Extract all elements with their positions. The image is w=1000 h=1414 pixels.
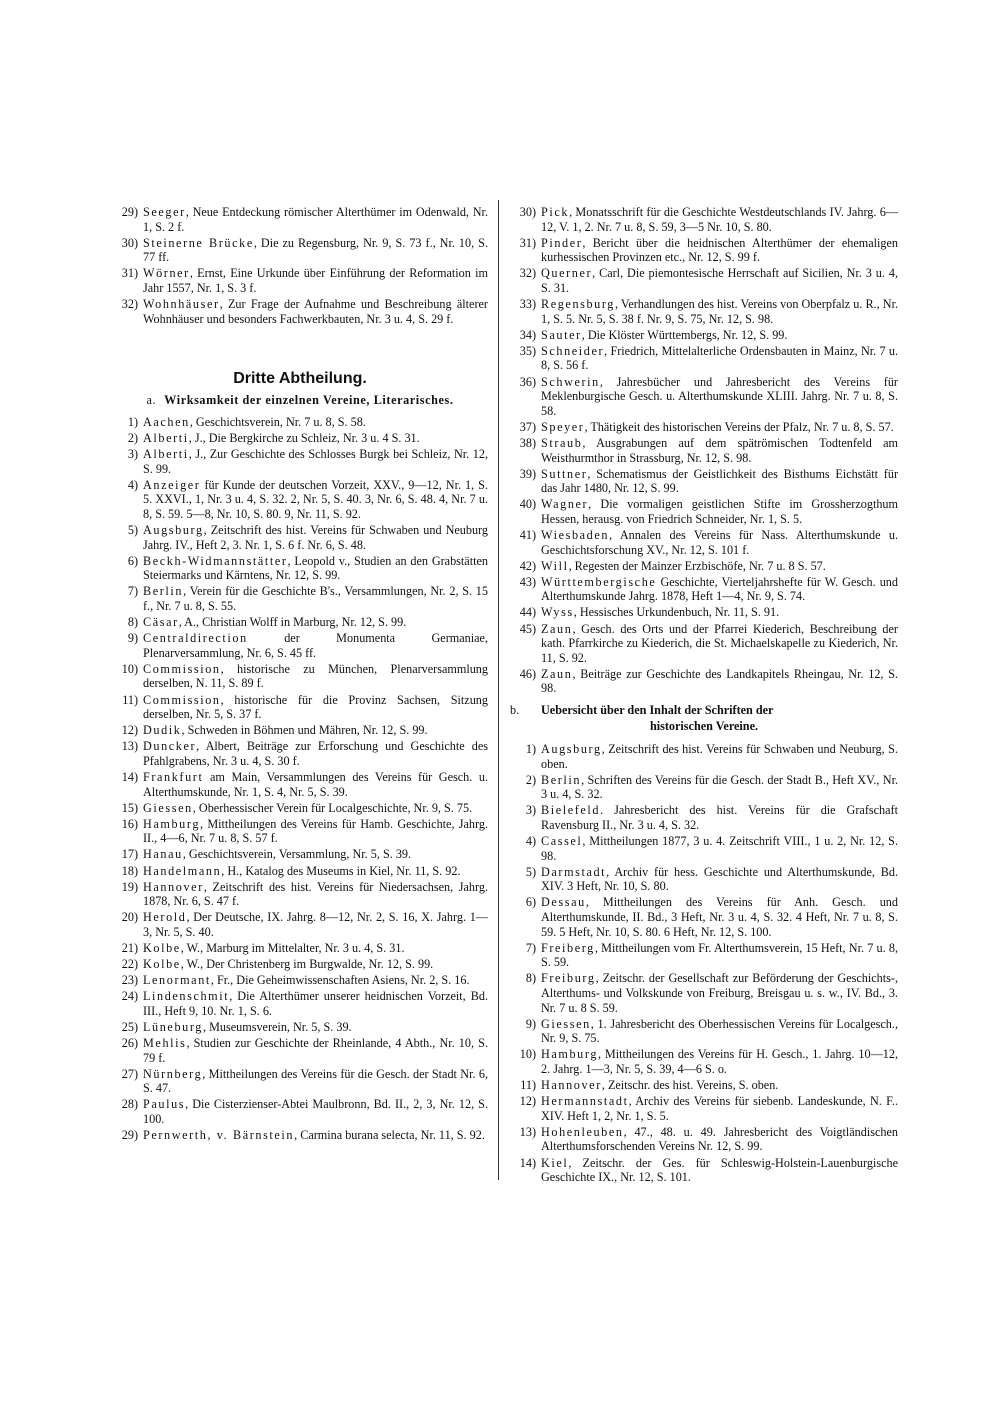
bibliography-entry [112, 1036, 488, 1065]
entry-text: , Geschichtsverein, Nr. 7 u. 8, S. 58. [189, 414, 366, 429]
bibliography-entry [510, 667, 898, 696]
bibliography-entry [510, 575, 898, 604]
section-b-title [510, 702, 898, 734]
entry-number: 12) [519, 1094, 536, 1109]
entry-text: , Zeitschrift des hist. Vereins für Niedersachsen, Jahrg. 1878, Nr. 6, S. 47 f. [143, 879, 488, 909]
entry-text: , Zeitschr. der Ges. für Schleswig-Holstein-Lauenburgische Geschichte IX., Nr. 12, S. 101. [541, 1155, 898, 1185]
right-entries-a [510, 205, 898, 696]
bibliography-entry [510, 605, 898, 620]
entry-text: , Schematismus der Geistlichkeit des Bisthums Eichstätt für das Jahr 1480, Nr. 12, S. 99. [541, 466, 898, 496]
entry-number: 31) [121, 266, 138, 281]
entry-number: 9) [525, 1016, 536, 1031]
entry-name: Wohnhäuser [143, 297, 220, 312]
entry-number: 1) [525, 742, 536, 756]
bibliography-entry [112, 957, 488, 972]
entry-number: 15) [121, 800, 138, 815]
bibliography-entry [112, 801, 488, 816]
entry-number: 7) [525, 940, 536, 955]
entry-number: 11) [520, 1078, 536, 1093]
bibliography-entry [510, 467, 898, 496]
section-a-letter: a. [146, 392, 157, 407]
entry-name: Berlin [541, 772, 582, 787]
entry-name: Cäsar [143, 615, 179, 630]
section-b-letter: b. [510, 703, 520, 717]
entry-name: Wörner [143, 266, 190, 281]
entry-text: . Jahresbericht des hist. Vereins für die Grafschaft Ravensburg II., Nr. 3 u. 4, S. 32. [541, 803, 898, 832]
section-a-text: Wirksamkeit der einzelnen Vereine, Literarisches. [164, 392, 454, 407]
entry-name: Anzeiger [143, 477, 201, 492]
entry-name: Duncker [143, 739, 197, 754]
bibliography-entry [112, 447, 488, 476]
bibliography-entry [112, 693, 488, 722]
entry-number: 29) [121, 205, 138, 219]
entry-name: Hanau [143, 847, 183, 862]
entry-name: Centraldirection [143, 631, 248, 646]
entry-number: 30) [519, 205, 536, 219]
entry-text: , Bericht über die heidnischen Alterthümer der ehemaligen kurhessischen Provinzen etc., Nr. 12, S. 99 f. [541, 235, 898, 265]
entry-name: Lüneburg [143, 1020, 203, 1034]
bibliography-entry [112, 817, 488, 846]
bibliography-entry [112, 910, 488, 939]
bibliography-entry [510, 1156, 898, 1185]
entry-text: , Zur Frage der Aufnahme und Beschreibung älterer Wohnhäuser und besonders Fachwerkbauten, Nr. 3 u. 4, S. 29 f. [143, 297, 488, 326]
bibliography-entry [112, 297, 488, 326]
entry-number: 14) [519, 1155, 536, 1170]
entry-name: Wagner [541, 497, 589, 512]
entry-name: Speyer [541, 419, 585, 434]
entry-name: Augsburg [541, 742, 602, 756]
bibliography-entry [510, 205, 898, 234]
entry-number: 37) [519, 419, 536, 434]
entry-name: Dudik [143, 723, 182, 738]
entry-number: 35) [519, 343, 536, 358]
entry-name: Lenormant [143, 973, 211, 988]
entry-name: Schwerin [541, 374, 600, 389]
bibliography-entry [510, 266, 898, 295]
entry-name: Commission [143, 692, 221, 707]
entry-number: 42) [519, 558, 536, 573]
entry-number: 4) [525, 834, 536, 849]
entry-text: , Zeitschr. des hist. Vereins, S. oben. [601, 1078, 779, 1093]
entry-name: Bielefeld [541, 803, 601, 818]
entry-number: 13) [519, 1124, 536, 1139]
entry-number: 29) [121, 1128, 138, 1143]
entry-name: Kolbe [143, 957, 181, 972]
left-top-entries [112, 205, 488, 326]
bibliography-entry [112, 723, 488, 738]
entry-number: 36) [519, 374, 536, 389]
entry-name: Pinder [541, 235, 583, 250]
entry-name: Alberti [143, 447, 189, 462]
entry-text: , Die vormaligen geistlichen Stifte im Grossherzogthum Hessen, herausg. von Friedrich Schneider, Nr. 1, S. 5. [541, 497, 898, 526]
bibliography-entry [510, 375, 898, 419]
entry-name: Hannover [541, 1078, 602, 1093]
entry-name: Lindenschmit [143, 989, 230, 1004]
entry-number: 38) [519, 435, 536, 450]
section-b-title-line2: historischen Vereine. [649, 719, 759, 733]
entry-text: , Mittheilungen des Vereins für H. Gesch., 1. Jahrg. 10—12, 2. Jahrg. 1—3, Nr. 5, S. 39, 4—6 S. o. [541, 1047, 898, 1076]
bibliography-entry [112, 1020, 488, 1035]
right-column [510, 205, 898, 1186]
entry-name: Mehlis [143, 1036, 187, 1051]
bibliography-entry [112, 880, 488, 909]
bibliography-entry [112, 973, 488, 988]
entry-number: 8) [525, 971, 536, 986]
column-divider [498, 200, 499, 1180]
entry-number: 23) [121, 973, 138, 988]
entry-text: , Jahresbücher und Jahresbericht des Vereins für Meklenburgische Gesch. u. Alterthumskunde XLIII. Jahrg. Nr. 7 u. 8, S. 58. [541, 374, 898, 418]
entry-name: Commission [143, 661, 221, 676]
entry-number: 3) [525, 803, 536, 818]
entry-number: 30) [121, 235, 138, 250]
entry-text: , Zeitschrift des hist. Vereins für Schwaben und Neuburg, S. oben. [541, 742, 898, 771]
bibliography-entry [112, 864, 488, 879]
entry-number: 32) [121, 297, 138, 312]
entry-text: , Ernst, Eine Urkunde über Einführung der Reformation im Jahr 1557, Nr. 1, S. 3 f. [143, 266, 488, 295]
entry-name: Straub [541, 435, 583, 450]
section-a-title [112, 393, 488, 408]
bibliography-entry [510, 436, 898, 465]
entry-text: , Oberhessischer Verein für Localgeschichte, Nr. 9, S. 75. [192, 800, 473, 815]
entry-number: 5) [127, 523, 138, 537]
entry-number: 7) [127, 584, 138, 599]
entry-text: , Museumsverein, Nr. 5, S. 39. [202, 1020, 352, 1034]
bibliography-entry [112, 941, 488, 956]
entry-name: Beckh-Widmannstätter [143, 553, 288, 568]
entry-name: Seeger [143, 205, 186, 219]
bibliography-entry [510, 420, 898, 435]
entry-text: der Monumenta Germaniae, Plenarversammlung, Nr. 6, S. 45 ff. [143, 631, 488, 660]
entry-name: Pernwerth, v. Bärnstein [143, 1128, 295, 1143]
entry-name: Zaun [541, 666, 573, 681]
entry-name: Freiberg [541, 940, 595, 955]
entry-text: , W., Marburg im Mittelalter, Nr. 3 u. 4, S. 31. [180, 941, 405, 956]
entry-text: , Mittheilungen des Vereins für die Gesch. der Stadt Nr. 6, S. 47. [143, 1066, 488, 1096]
entry-number: 18) [121, 863, 138, 878]
entry-number: 14) [121, 770, 138, 784]
entry-name: Hannover [143, 879, 204, 894]
bibliography-entry [112, 847, 488, 862]
entry-name: Kiel [541, 1155, 569, 1170]
entry-text: , Neue Entdeckung römischer Alterthümer im Odenwald, Nr. 1, S. 2 f. [143, 205, 488, 234]
entry-text: , Mittheilungen des Vereins für Anh. Gesch. und Alterthumskunde, II. Bd., 3 Heft, Nr. 3 u. 4, S. 32. 4 Heft, Nr. 7 u. 8, S. 59. 5 Heft, Nr. 10, S. 80. 6 Heft, Nr. 12, S. 100. [541, 895, 898, 939]
bibliography-entry [112, 523, 488, 552]
bibliography-entry [510, 622, 898, 666]
bibliography-entry [510, 1047, 898, 1076]
entry-name: Alberti [143, 430, 189, 445]
bibliography-entry [510, 1125, 898, 1154]
entry-number: 26) [121, 1036, 138, 1051]
bibliography-entry [112, 989, 488, 1018]
entry-text: Geschichte, Vierteljahrshefte für W. Gesch. und Alterthumskunde Jahrg. 1878, Heft 1—4, Nr. 9, S. 74. [541, 574, 898, 604]
entry-number: 46) [519, 666, 536, 681]
entry-text: , Thätigkeit des historischen Vereins der Pfalz, Nr. 7 u. 8, S. 57. [584, 419, 894, 434]
bibliography-entry [510, 497, 898, 526]
bibliography-entry [510, 834, 898, 863]
entry-text: , Die zu Regensburg, Nr. 9, S. 73 f., Nr. 10, S. 77 ff. [143, 235, 488, 265]
entry-name: Schneider [541, 343, 605, 358]
entry-number: 24) [121, 989, 138, 1004]
entry-text: , Beiträge zur Geschichte des Landkapitels Rheingau, Nr. 12, S. 98. [541, 666, 898, 696]
section-heading: Dritte Abtheilung. [233, 370, 367, 388]
entry-text: , Hessisches Urkundenbuch, Nr. 11, S. 91. [573, 605, 780, 620]
bibliography-entry [112, 739, 488, 768]
bibliography-entry [112, 631, 488, 660]
entry-text: , Carl, Die piemontesische Herrschaft auf Sicilien, Nr. 3 u. 4, S. 31. [541, 266, 898, 295]
bibliography-entry [510, 773, 898, 802]
entry-text: , H., Katalog des Museums in Kiel, Nr. 11, S. 92. [221, 863, 461, 878]
entry-text: , Verein für die Geschichte B's., Versammlungen, Nr. 2, S. 15 f., Nr. 7 u. 8, S. 55. [143, 584, 488, 613]
entry-text: , Der Deutsche, IX. Jahrg. 8—12, Nr. 2, S. 16, X. Jahrg. 1—3, Nr. 5, S. 40. [143, 910, 488, 939]
entry-number: 8) [127, 615, 138, 630]
bibliography-entry [112, 266, 488, 295]
entry-name: Suttner [541, 466, 588, 481]
entry-number: 2) [127, 430, 138, 445]
entry-name: Berlin [143, 584, 184, 599]
entry-text: am Main, Versammlungen des Vereins für Gesch. u. Alterthumskunde, Nr. 1, S. 4, Nr. 5, S. 39. [143, 770, 488, 799]
entry-name: Giessen [143, 800, 193, 815]
bibliography-entry [510, 297, 898, 326]
bibliography-entry [112, 770, 488, 799]
left-entries-a [112, 415, 488, 1143]
entry-number: 34) [519, 327, 536, 342]
entry-name: Hermannstadt [541, 1094, 629, 1109]
entry-name: Herold [143, 910, 187, 925]
entry-number: 33) [519, 297, 536, 312]
bibliography-entry [112, 415, 488, 430]
entry-number: 5) [525, 864, 536, 879]
entry-name: Hamburg [541, 1047, 599, 1062]
entry-name: Wiesbaden [541, 527, 610, 542]
entry-text: , Ausgrabungen auf dem spätrömischen Todtenfeld am Weisthurmthor in Strassburg, Nr. 12, S. 98. [541, 435, 898, 465]
entry-name: Württembergische [541, 574, 657, 589]
entry-text: , Gesch. des Orts und der Pfarrei Kiederich, Beschreibung der kath. Pfarrkirche zu Kiederich, die St. Michaelskapelle zu Kiederich, Nr. 11, S. 92. [541, 621, 898, 665]
entry-text: , Mittheilungen 1877, 3 u. 4. Zeitschrift VIII., 1 u. 2, Nr. 12, S. 98. [541, 834, 898, 863]
left-column [112, 205, 488, 1144]
bibliography-entry [112, 554, 488, 583]
entry-text: , Zeitschrift des hist. Vereins für Schwaben und Neuburg Jahrg. IV., Heft 2, 3. Nr. 1, S. 6 f. Nr. 6, S. 48. [143, 523, 488, 552]
entry-name: Hohenleuben [541, 1124, 624, 1139]
entry-text: , Archiv des Vereins für siebenb. Landeskunde, N. F.. XIV. Heft 1, 2, Nr. 1, S. 5. [541, 1094, 898, 1123]
entry-name: Regensburg [541, 297, 615, 312]
entry-text: , A., Christian Wolff in Marburg, Nr. 12, S. 99. [178, 615, 407, 630]
entry-text: , Mittheilungen vom Fr. Alterthumsverein, 15 Heft, Nr. 7 u. 8, S. 59. [541, 940, 898, 970]
entry-number: 19) [121, 879, 138, 894]
bibliography-entry [510, 895, 898, 939]
entry-text: , historische für die Provinz Sachsen, Sitzung derselben, Nr. 5, S. 37 f. [143, 692, 488, 722]
entry-number: 11) [122, 692, 138, 707]
bibliography-entry [510, 1017, 898, 1046]
entry-number: 6) [525, 895, 536, 910]
entry-number: 10) [519, 1047, 536, 1062]
entry-number: 17) [121, 847, 138, 862]
entry-text: , Fr., Die Geheimwissenschaften Asiens, Nr. 2, S. 16. [210, 973, 470, 988]
entry-text: , Annalen des Vereins für Nass. Alterthumskunde u. Geschichtsforschung XV., Nr. 12, S. 101 f. [541, 527, 898, 557]
entry-text: , 1. Jahresbericht des Oberhessischen Vereins für Localgesch., Nr. 9, S. 75. [541, 1016, 898, 1046]
entry-name: Wyss [541, 605, 574, 620]
bibliography-entry [112, 584, 488, 613]
entry-number: 44) [519, 605, 536, 620]
bibliography-entry [510, 941, 898, 970]
entry-number: 21) [121, 941, 138, 956]
entry-number: 10) [121, 661, 138, 676]
bibliography-entry [112, 1067, 488, 1096]
bibliography-entry [510, 865, 898, 894]
entry-text: , J., Zur Geschichte des Schlosses Burgk bei Schleiz, Nr. 12, S. 99. [143, 447, 488, 476]
bibliography-entry [510, 1078, 898, 1093]
entry-name: Giessen [541, 1016, 591, 1031]
entry-text: , Die Cisterzienser-Abtei Maulbronn, Bd. II., 2, 3, Nr. 12, S. 100. [143, 1097, 488, 1127]
entry-number: 25) [121, 1020, 138, 1034]
entry-text: , Regesten der Mainzer Erzbischöfe, Nr. 7 u. 8 S. 57. [568, 558, 826, 573]
entry-number: 43) [519, 574, 536, 589]
entry-number: 22) [121, 957, 138, 972]
entry-text: , Archiv für hess. Geschichte und Alterthumskunde, Bd. XIV. 3 Heft, Nr. 10, S. 80. [541, 864, 898, 894]
bibliography-entry [510, 328, 898, 343]
bibliography-entry [112, 236, 488, 265]
right-entries-b [510, 742, 898, 1185]
entry-number: 40) [519, 497, 536, 512]
entry-name: Paulus [143, 1097, 186, 1112]
bibliography-entry [112, 431, 488, 446]
bibliography-entry [112, 205, 488, 234]
entry-name: Dessau [541, 895, 586, 910]
bibliography-entry [510, 971, 898, 1015]
bibliography-entry [510, 528, 898, 557]
entry-name: Handelmann [143, 863, 222, 878]
entry-number: 28) [121, 1097, 138, 1112]
entry-number: 12) [121, 723, 138, 738]
entry-number: 4) [127, 477, 138, 492]
entry-number: 31) [519, 235, 536, 250]
entry-number: 41) [519, 527, 536, 542]
entry-text: , Friedrich, Mittelalterliche Ordensbauten in Mainz, Nr. 7 u. 8, S. 56 f. [541, 343, 898, 373]
entry-text: , Zeitschr. der Gesellschaft zur Beförderung der Geschichts-, Alterthums- und Volkskunde von Freiburg, Breisgau u. s. w., IV. Bd., 3. Nr. 7 u. 8 S. 59. [541, 971, 898, 1015]
bibliography-entry [510, 559, 898, 574]
entry-number: 9) [127, 631, 138, 646]
entry-name: Kolbe [143, 941, 181, 956]
entry-name: Hamburg [143, 816, 201, 831]
entry-name: Querner [541, 266, 593, 281]
entry-name: Frankfurt [143, 770, 204, 784]
entry-name: Sauter [541, 327, 582, 342]
entry-number: 32) [519, 266, 536, 281]
entry-text: , J., Die Bergkirche zu Schleiz, Nr. 3 u. 4 S. 31. [188, 430, 420, 445]
entry-number: 6) [127, 553, 138, 568]
entry-text: , Carmina burana selecta, Nr. 11, S. 92. [294, 1128, 485, 1143]
entry-text: , Geschichtsverein, Versammlung, Nr. 5, S. 39. [182, 847, 412, 862]
entry-name: Pick [541, 205, 570, 219]
entry-text: , Schriften des Vereins für die Gesch. der Stadt B., Heft XV., Nr. 3 u. 4, S. 32. [541, 772, 898, 802]
entry-text: , Monatsschrift für die Geschichte Westdeutschlands IV. Jahrg. 6—12, V. 1, 2. Nr. 7 u. 8, S. 59, 3—5 Nr. 10, S. 80. [541, 205, 898, 234]
entry-number: 45) [519, 621, 536, 636]
entry-number: 13) [121, 739, 138, 754]
bibliography-entry [510, 236, 898, 265]
bibliography-entry [112, 478, 488, 522]
entry-text: , W., Der Christenberg im Burgwalde, Nr. 12, S. 99. [180, 957, 434, 972]
bibliography-entry [510, 344, 898, 373]
entry-number: 3) [127, 447, 138, 462]
section-b-title-line1: Uebersicht über den Inhalt der Schriften der [541, 703, 774, 717]
bibliography-entry [112, 615, 488, 630]
bibliography-entry [112, 1128, 488, 1143]
entry-number: 1) [127, 414, 138, 429]
entry-name: Steinerne Brücke [143, 235, 254, 250]
bibliography-entry [510, 1094, 898, 1123]
entry-name: Aachen [143, 414, 190, 429]
entry-text: , Mittheilungen des Vereins für Hamb. Geschichte, Jahrg. II., 4—6, Nr. 7 u. 8, S. 57 f. [143, 816, 488, 846]
entry-number: 27) [121, 1066, 138, 1081]
entry-text: , Die Alterthümer unserer heidnischen Vorzeit, Bd. III., Heft 9, 10. Nr. 1, S. 6. [143, 989, 488, 1018]
entry-text: , Schweden in Böhmen und Mähren, Nr. 12, S. 99. [181, 723, 428, 738]
entry-name: Zaun [541, 621, 573, 636]
entry-text: , Leopold v., Studien an den Grabstätten Steiermarks und Kärntens, Nr. 12, S. 99. [143, 553, 488, 583]
entry-text: , Verhandlungen des hist. Vereins von Oberpfalz u. R., Nr. 1, S. 5. Nr. 5, S. 38 f. Nr. 9, S. 75, Nr. 12, S. 98. [541, 297, 898, 326]
entry-name: Freiburg [541, 971, 596, 986]
bibliography-entry [510, 803, 898, 832]
entry-name: Cassel [541, 834, 583, 849]
entry-name: Augsburg [143, 523, 204, 537]
entry-number: 39) [519, 466, 536, 481]
entry-text: , Albert, Beiträge zur Erforschung und Geschichte des Pfahlgrabens, Nr. 3 u. 4, S. 30 f. [143, 739, 488, 768]
entry-text: , Studien zur Geschichte der Rheinlande, 4 Abth., Nr. 10, S. 79 f. [143, 1036, 488, 1065]
entry-number: 20) [121, 910, 138, 925]
bibliography-entry [510, 742, 898, 771]
entry-text: , Die Klöster Württembergs, Nr. 12, S. 99. [581, 327, 788, 342]
entry-name: Darmstadt [541, 864, 607, 879]
entry-text: , 47., 48. u. 49. Jahresbericht des Voigtländischen Alterthumsforschenden Vereins Nr. 12, S. 99. [541, 1124, 898, 1154]
bibliography-entry [112, 662, 488, 691]
entry-text: für Kunde der deutschen Vorzeit, XXV., 9—12, Nr. 1, S. 5. XXVI., 1, Nr. 3 u. 4, S. 32. 2, Nr. 5, S. 40. 3, Nr. 6, S. 48. 4, Nr. 7 u. 8, S. 59. 5—8, Nr. 10, S. 80. 9, Nr. 11, S. 92. [143, 477, 488, 521]
entry-text: , historische zu München, Plenarversammlung derselben, N. 11, S. 89 f. [143, 661, 488, 691]
bibliography-entry [112, 1097, 488, 1126]
entry-number: 16) [121, 816, 138, 831]
entry-name: Will [541, 558, 569, 573]
entry-name: Nürnberg [143, 1066, 203, 1081]
entry-number: 2) [525, 772, 536, 787]
